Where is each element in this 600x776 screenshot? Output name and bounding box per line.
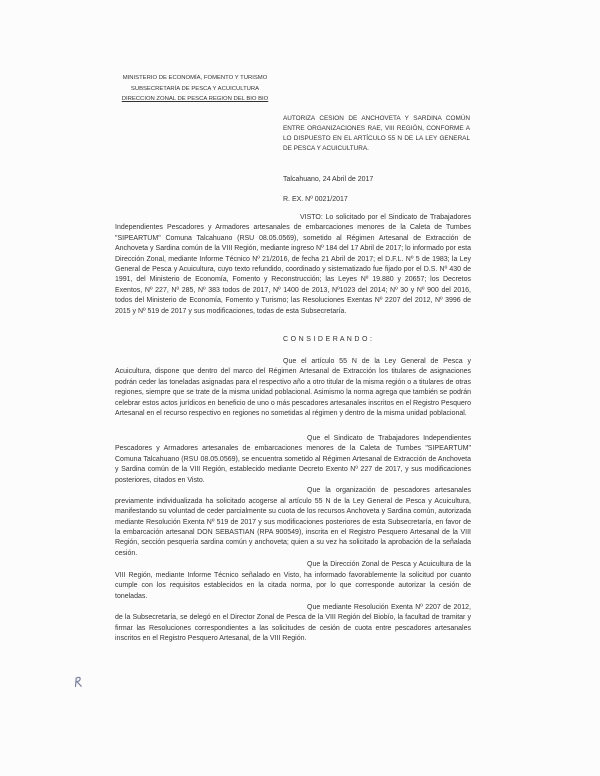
visto-text: Lo solicitado por el Sindicato de Trabajadores Independientes Pescadores y Armadores artesanales de embarcaciones menores de la Caleta de Tumbes "SIPEARTUM" Comuna Talcahuano (RSU 08.05.0569), sometido al Régimen Artesanal de Extracción de Anchoveta y Sardina común de la VIII Región, mediante ingreso Nº 184 del 17 Abril de 2017; lo informado por esta Dirección Zonal, mediante Informe Técnico Nº 21/2016, de fecha 21 Abril de 2017; el D.F.L. Nº 5 de 1983; la Ley General de Pesca y Acuicultura, cuyo texto refundido, coordinado y sistematizado fue fijado por el D.S. Nº 430 de 1991, del Ministerio de Economía, Fomento y Reconstrucción; las Leyes Nº 19.880 y 20657; los Decretos Exentos, Nº 227, Nº 285, Nº 383 todos de 2017, Nº 1400 de 2013, Nº1023 del 2014; Nº 30 y Nº 900 del 2016, todos del Ministerio de Economía, Fomento y Turismo; las Resoluciones Exentas Nº 2207 del 2012, Nº 3996 de 2015 y Nº 519 de 2017 y sus modificaciones, todas de esta Subsecretaría. <box>115 214 471 315</box>
considerando-paragraph-3: Que la organización de pescadores artesanales previamente individualizada ha solicitado acogerse al artículo 55 N de la Ley General de Pesca y Acuicultura, manifestando su voluntad de ceder parcialmente su cuota de los recursos Anchoveta y Sardina común, autorizada mediante Resolución Exenta Nº 519 de 2017 y sus modificaciones posteriores de esta Subsecretaría, en favor de la embarcación artesanal DON SEBASTIAN (RPA 900549), inscrita en el Registro Pesquero Artesanal de la VIII Región, sección pesquería sardina común y anchoveta; quien a su vez ha solicitado la aprobación de la señalada cesión. <box>115 487 471 557</box>
letterhead <box>105 73 285 105</box>
considerando-heading: C O N S I D E R A N D O : <box>283 336 373 344</box>
visto-label: VISTO: <box>300 214 323 221</box>
considerando-paragraph-2: Que el Sindicato de Trabajadores Independientes Pescadores y Armadores artesanales de embarcaciones menores de la Caleta de Tumbes "SIPEARTUM" Comuna Talcahuano (RSU 08.05.0569), se encuentra sometido al Régimen Artesanal de Extracción de Anchoveta y Sardina común de la VIII Región, establecido mediante Decreto Exento Nº 227 de 2017, y sus modificaciones posteriores, citados en Visto. <box>115 434 471 484</box>
resolution-body <box>115 213 471 645</box>
place-and-date: Talcahuano, 24 Abril de 2017 <box>283 176 374 183</box>
pen-mark-icon <box>73 675 84 688</box>
zonal-direction-line: DIRECCION ZONAL DE PESCA REGION DEL BIO BIO <box>121 96 269 102</box>
resolution-title: AUTORIZA CESION DE ANCHOVETA Y SARDINA COMÚN ENTRE ORGANIZACIONES RAE, VIII REGIÓN, CONFORME A LO DISPUESTO EN EL ARTÍCULO 55 N DE LA LEY GENERAL DE PESCA Y ACUICULTURA. <box>283 115 470 152</box>
considerando-paragraph-4: Que la Dirección Zonal de Pesca y Acuicultura de la VIII Región, mediante Informe Técnico señalado en Visto, ha informado favorablemente la solicitud por cuanto cumple con los requisitos establecidos en la citada norma, por lo que corresponde autorizar la cesión de toneladas. <box>115 561 471 600</box>
visto-paragraph <box>115 213 471 317</box>
subsecretariat-line: SUBSECRETARÍA DE PESCA Y ACUICULTURA <box>130 85 260 92</box>
considerando-paragraph-1: Que el artículo 55 N de la Ley General de Pesca y Acuicultura, dispone que dentro del marco del Régimen Artesanal de Extracción los titulares de asignaciones podrán ceder las toneladas asignadas para el respectivo año a otro titular de la misma región o a titulares de otras regiones, siempre que se trate de la misma unidad poblacional. Asimismo la norma agrega que también se podrán celebrar estos actos jurídicos en beneficio de uno o más pescadores artesanales inscritos en el Registro Pesquero Artesanal en el recurso respectivo en regiones no sometidas al régimen y dentro de la misma unidad poblacional. <box>115 357 471 417</box>
considerando-paragraph-5: Que mediante Resolución Exenta Nº 2207 de 2012, de la Subsecretaría, se delegó en el Director Zonal de Pesca de la VIII Región del Biobío, la facultad de tramitar y firmar las Resoluciones correspondientes a las solicitudes de cesión de cuota entre pescadores artesanales inscritos en el Registro Pesquero Artesanal, de la VIII Región. <box>115 603 471 643</box>
resolution-number: R. EX. Nº 0021/2017 <box>283 196 348 203</box>
ministry-line: MINISTERIO DE ECONOMÍA, FOMENTO Y TURISMO <box>122 75 268 81</box>
